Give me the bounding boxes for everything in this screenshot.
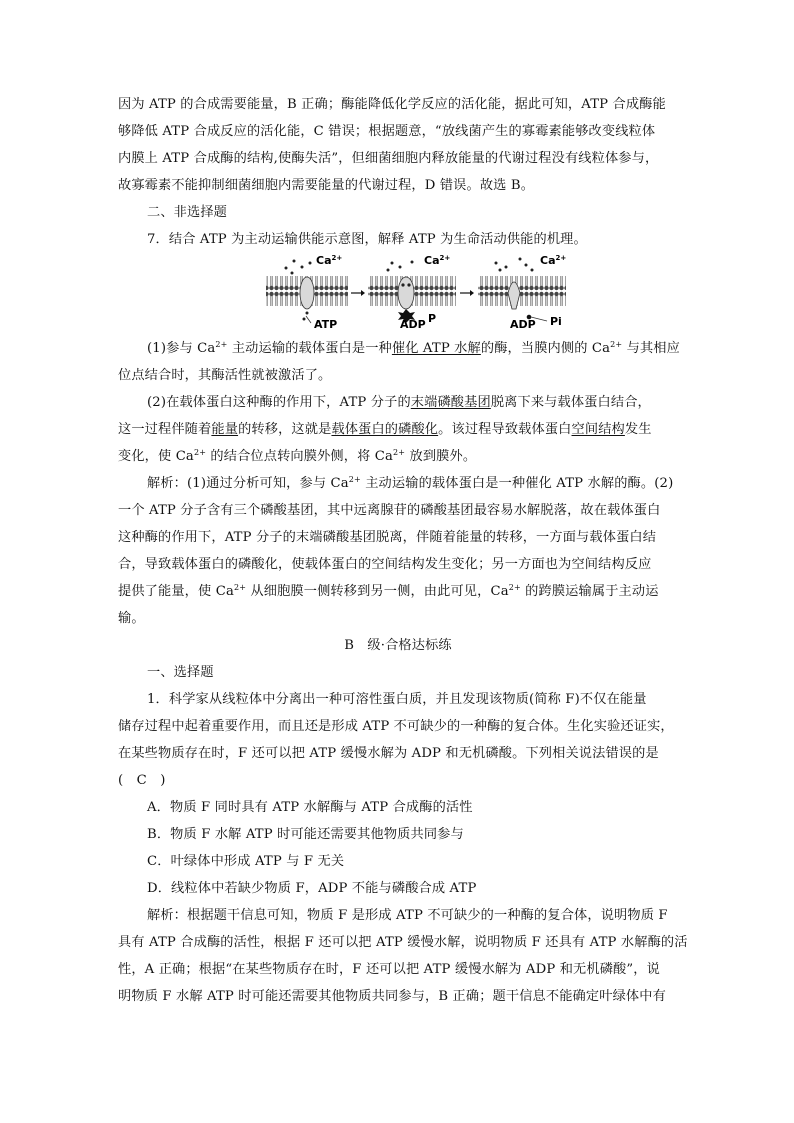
q1-analysis-line: 解析：根据题干信息可知，物质 F 是形成 ATP 不可缺少的一种酶的复合体，说明物质 F [147, 908, 668, 923]
carrier-protein-1 [300, 277, 314, 309]
question-1-stem: 储存过程中起着重要作用，而且还是形成 ATP 不可缺少的一种酶的复合体。生化实验还证实， [118, 719, 674, 734]
membrane-diagram [264, 255, 584, 333]
section-heading-choice: 一、选择题 [147, 665, 214, 680]
membrane-3 [478, 275, 566, 311]
option-a: A．物质 F 同时具有 ATP 水解酶与 ATP 合成酶的活性 [147, 800, 473, 815]
section-b-title: B 级·合格达标练 [344, 638, 452, 653]
question-1-stem: 1．科学家从线粒体中分离出一种可溶性蛋白质，并且发现该物质(简称 F)不仅在能量 [147, 692, 647, 707]
q1-analysis-line: 明物质 F 水解 ATP 时可能还需要其他物质共同参与，B 正确；题干信息不能确定叶绿体中有 [118, 989, 666, 1004]
question-1-stem: 在某些物质存在时，F 还可以把 ATP 缓慢水解为 ADP 和无机磷酸。下列相关说法错误的是 [118, 746, 659, 761]
svg-text:Ca2+: $Ca^{2+}$ [540, 255, 567, 267]
answer-blank: 能量 [211, 422, 239, 437]
document-page [118, 91, 688, 1010]
svg-text:Ca2+: $Ca^{2+}$ [316, 255, 343, 267]
q7-part1-line1: (1)参与 $Ca^{2+}$ 主动运输的载体蛋白是一种催化 ATP 水解的酶，当膜内侧的 $Ca^{2+}$ 与其相应 [147, 340, 680, 356]
q1-analysis-line: 具有 ATP 合成酶的活性，根据 F 还可以把 ATP 缓慢水解，说明物质 F 还具有 ATP 水解酶的活 [118, 935, 688, 950]
q7-analysis-line1: 解析：(1)通过分析可知，参与 $Ca^{2+}$ 主动运输的载体蛋白是一种催化 ATP 水解的酶。(2) [147, 475, 674, 491]
q7-analysis-line5: 提供了能量，使 $Ca^{2+}$ 从细胞膜一侧转移到另一侧，由此可见，$Ca^{2+}$ 的跨膜运输属于主动运 [118, 583, 659, 599]
q7-part2-line2: 这一过程伴随着能量的转移，这就是载体蛋白的磷酸化。该过程导致载体蛋白空间结构发生 [118, 422, 652, 437]
atp-transport-figure [118, 255, 678, 335]
q7-analysis-line2: 一个 ATP 分子含有三个磷酸基团，其中远离腺苷的磷酸基团最容易水解脱落，故在载体蛋白 [118, 503, 661, 518]
text-line: 够降低 ATP 合成反应的活化能，C 错误；根据题意，“放线菌产生的寡霉素能够改变线粒体 [118, 124, 656, 139]
svg-text:Ca2+: $Ca^{2+}$ [424, 255, 451, 267]
q7-analysis-line6: 输。 [118, 611, 145, 626]
answer-blank: 催化 ATP 水解 [391, 341, 481, 356]
answer-blank: 末端磷酸基团 [410, 395, 491, 410]
question-1-answer: ( C ) [118, 773, 166, 788]
q1-analysis-line: 性，A 正确；根据“在某些物质存在时，F 还可以把 ATP 缓慢水解为 ADP 和无机磷酸”，说 [118, 962, 660, 977]
answer-blank: 载体蛋白的磷酸化 [331, 422, 439, 437]
pi-label: Pi [550, 315, 562, 328]
option-b: B．物质 F 水解 ATP 时可能还需要其他物质共同参与 [147, 827, 464, 842]
atp-label: ATP [314, 318, 338, 331]
q7-part2-line1: (2)在载体蛋白这种酶的作用下，ATP 分子的末端磷酸基团脱离下来与载体蛋白结合， [147, 395, 651, 410]
answer-blank: 空间结构 [571, 422, 625, 437]
text-line: 内膜上 ATP 合成酶的结构,使酶失活”，但细菌细胞内释放能量的代谢过程没有线粒体参与， [118, 151, 659, 166]
adp-label-3: ADP [510, 318, 536, 331]
text-line: 故寡霉素不能抑制细菌细胞内需要能量的代谢过程，D 错误。故选 B。 [118, 178, 535, 193]
carrier-protein-2 [398, 277, 414, 309]
adp-label-2: ADP [400, 318, 426, 331]
q7-analysis-line3: 这种酶的作用下，ATP 分子的末端磷酸基团脱离，伴随着能量的转移，一方面与载体蛋白结 [118, 530, 657, 545]
p-label: P [428, 312, 437, 325]
q7-part1-line2: 位点结合时，其酶活性就被激活了。 [118, 368, 332, 383]
question-7-stem: 7．结合 ATP 为主动运输供能示意图，解释 ATP 为生命活动供能的机理。 [147, 232, 587, 247]
text-line: 因为 ATP 的合成需要能量，B 正确；酶能降低化学反应的活化能，据此可知，ATP 合成酶能 [118, 97, 666, 112]
option-d: D．线粒体中若缺少物质 F，ADP 不能与磷酸合成 ATP [147, 881, 477, 896]
q7-part2-line3: 变化，使 $Ca^{2+}$ 的结合位点转向膜外侧，将 $Ca^{2+}$ 放到膜外。 [118, 448, 477, 464]
q7-analysis-line4: 合，导致载体蛋白的磷酸化，使载体蛋白的空间结构发生变化；另一方面也为空间结构反应 [118, 557, 652, 572]
section-heading-nonchoice: 二、非选择题 [147, 205, 228, 220]
option-c: C．叶绿体中形成 ATP 与 F 无关 [147, 854, 345, 869]
